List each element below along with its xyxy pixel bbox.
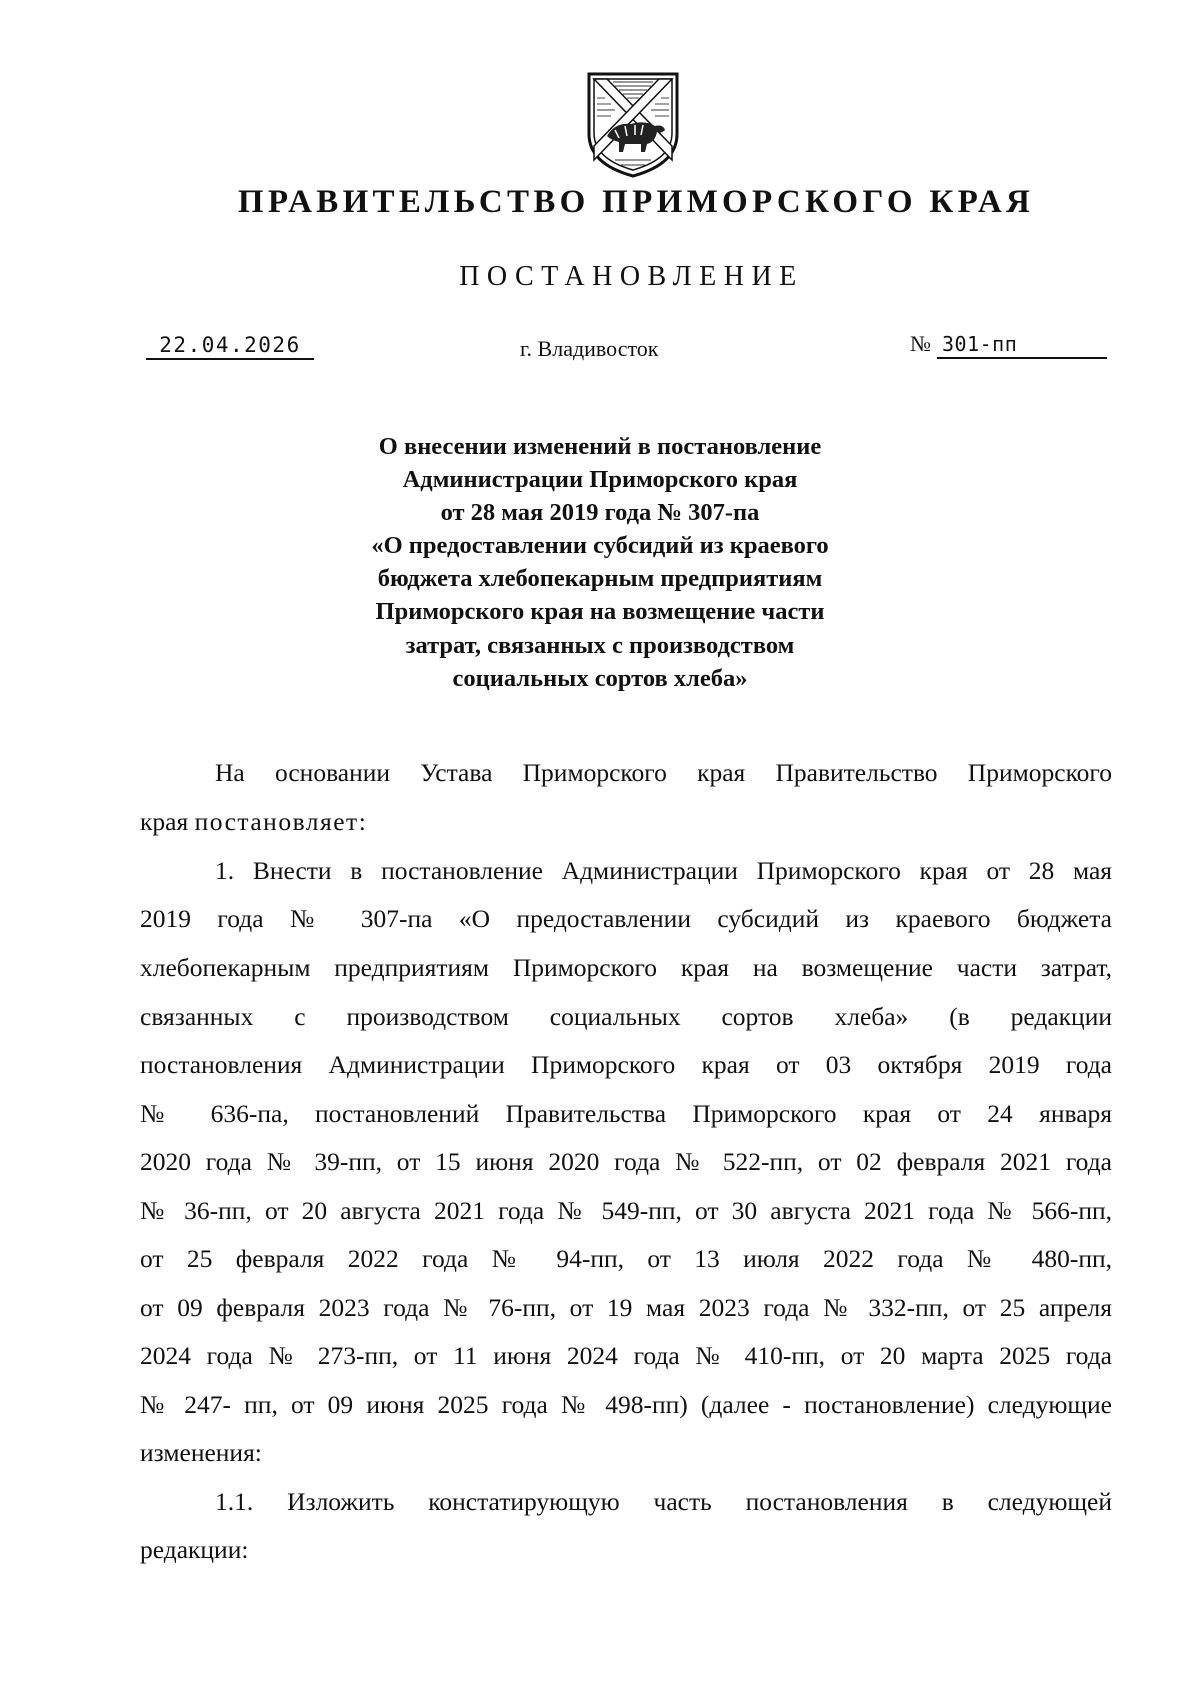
number-sign: № [910, 331, 931, 356]
item1-1-line: редакции: [140, 1535, 249, 1564]
item1-line: № 36-пп, от 20 августа 2021 года № 549-пп, от 30 августа 2021 года № 566-пп, [140, 1196, 1112, 1225]
coat-of-arms-emblem [585, 68, 681, 182]
item1-line: 1. Внести в постановление Администрации Приморского края от 28 мая [215, 856, 1112, 885]
item1-line: связанных с производством социальных сортов хлеба» (в редакции [140, 1002, 1112, 1031]
subject-line: от 28 мая 2019 года № 307-па [440, 499, 760, 527]
item1-line: 2020 года № 39-пп, от 15 июня 2020 года № 522-пп, от 02 февраля 2021 года [140, 1147, 1112, 1176]
item1-1-line: 1.1. Изложить констатирующую часть постановления в следующей [215, 1487, 1112, 1516]
item1-line: № 247- пп, от 09 июня 2025 года № 498-пп) (далее - постановление) следующие [140, 1390, 1112, 1419]
document-type: ПОСТАНОВЛЕНИЕ [459, 261, 804, 292]
document-date: 22.04.2026 [146, 333, 314, 360]
government-title: ПРАВИТЕЛЬСТВО ПРИМОРСКОГО КРАЯ [237, 184, 1035, 220]
item1-line: постановления Администрации Приморского края от 03 октября 2019 года [140, 1050, 1112, 1079]
preamble-line [140, 807, 367, 837]
subject-line: затрат, связанных с производством [405, 631, 795, 659]
preamble-prefix: края [140, 807, 195, 836]
subject-line: Администрации Приморского края [402, 466, 798, 494]
subject-line: бюджета хлебопекарным предприятиям [377, 565, 823, 593]
document-city: г. Владивосток [520, 336, 659, 361]
preamble-resolves: постановляет: [194, 807, 368, 836]
subject-line: «О предоставлении субсидий из краевого [371, 532, 829, 560]
item1-line: 2024 года № 273-пп, от 11 июня 2024 года № 410-пп, от 20 марта 2025 года [140, 1341, 1112, 1370]
document-subject [0, 430, 1200, 695]
preamble-line: На основании Устава Приморского края Правительство Приморского [215, 758, 1112, 787]
item1-line: от 09 февраля 2023 года № 76-пп, от 19 мая 2023 года № 332-пп, от 25 апреля [140, 1293, 1112, 1322]
item1-line: изменения: [140, 1438, 262, 1467]
number-value: 301-пп [937, 332, 1107, 359]
item1-line: 2019 года № 307-па «О предоставлении субсидий из краевого бюджета [140, 904, 1112, 933]
item1-line: хлебопекарным предприятиям Приморского края на возмещение части затрат, [140, 953, 1112, 982]
subject-line: Приморского края на возмещение части [375, 598, 825, 626]
subject-line: социальных сортов хлеба» [452, 664, 748, 692]
subject-line: О внесении изменений в постановление [378, 433, 822, 460]
item1-line: № 636-па, постановлений Правительства Приморского края от 24 января [140, 1099, 1112, 1128]
item1-line: от 25 февраля 2022 года № 94-пп, от 13 июля 2022 года № 480-пп, [140, 1244, 1112, 1273]
document-number [910, 331, 1107, 359]
